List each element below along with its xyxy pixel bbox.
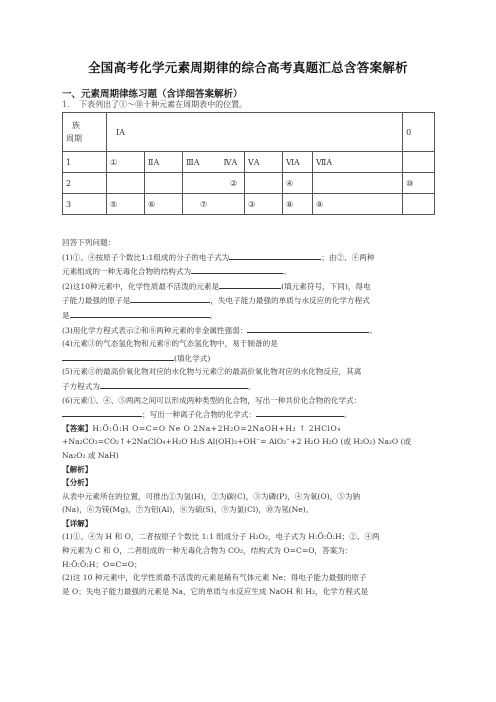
q1-text-3: 元素组成的一种无毒化合物的结构式为 bbox=[62, 267, 192, 277]
table-cell: ⑤ bbox=[107, 194, 145, 215]
q2-text: (2)这10种元素中，化学性质最不活泼的元素是 bbox=[62, 281, 220, 291]
q1-line bbox=[62, 250, 438, 265]
page-title: 全国高考化学元素周期律的综合高考真题汇总含答案解析 bbox=[87, 60, 408, 75]
cell-text: ② bbox=[230, 178, 238, 188]
header-group-cell bbox=[107, 113, 403, 152]
answer-blank bbox=[62, 407, 142, 417]
q1-text-2: ；由②、④两种 bbox=[321, 252, 375, 262]
answer-text: H:Ö:Ö:H O=C=O Ne O 2Na+2H₂O=2NaOH+H₂ ↑ 2HClO₄ bbox=[92, 423, 341, 433]
cell-text: ⅣA bbox=[223, 157, 238, 167]
table-cell: ⑩ bbox=[403, 173, 435, 194]
detail-line-3: H:Ö:Ö:H；O=C=O； bbox=[62, 559, 142, 569]
table-cell: ③ bbox=[245, 194, 283, 215]
table-row bbox=[63, 152, 435, 173]
answer-blank bbox=[247, 323, 369, 333]
breakdown-text: 从表中元素所在的位置，可推出①为氢(H)，②为碳(C)，③为磷(P)，④为氧(O)，⑤为钠 bbox=[62, 491, 361, 501]
table-cell bbox=[403, 152, 435, 173]
table-cell: ⅦA bbox=[313, 152, 403, 173]
q6-text: ；写出一种离子化合物的化学式： bbox=[142, 410, 256, 420]
question-line bbox=[62, 99, 247, 110]
breakdown-tag: 【分析】 bbox=[62, 478, 93, 488]
answer-blank bbox=[130, 293, 210, 303]
q6-line: (6)元素①、④、⑤两两之间可以形成两种类型的化合物，写出一种共价化合物的化学式： bbox=[62, 395, 362, 405]
q2-text-2: (填元素符号，下同)，得电 bbox=[281, 281, 371, 291]
question-number: 1． bbox=[62, 100, 76, 109]
table-cell: 1 bbox=[63, 152, 107, 173]
detail-tag: 【详解】 bbox=[62, 518, 93, 528]
table-cell bbox=[145, 173, 183, 194]
q6-line-2: ；写出一种离子化合物的化学式： 。 bbox=[62, 407, 438, 422]
q2-text-3: 子能力最强的原子是 bbox=[62, 296, 131, 306]
group-0-label: 0 bbox=[406, 127, 412, 137]
answer-line bbox=[62, 422, 438, 436]
cell-text: ⅢA bbox=[186, 157, 200, 167]
detail-line-5: 是 O；失电子能力最强的元素是 Na，它的单质与水反应生成 NaOH 和 H₂，化学方程式是 bbox=[62, 586, 369, 596]
header-corner-cell bbox=[63, 113, 107, 152]
question-text: 下表列出了①～⑩十种元素在周期表中的位置。 bbox=[79, 100, 248, 109]
q5-line-2: 子方程式为 。 bbox=[62, 379, 438, 394]
q5-line: (5)元素⑤的最高价氧化物对应的水化物与元素⑦的最高价氧化物对应的水化物反应，其离 bbox=[62, 367, 362, 377]
detail-line-4: (2)这 10 种元素中，化学性质最不活泼的元素是稀有气体元素 Ne；得电子能力最强的原子 bbox=[62, 573, 367, 583]
table-cell: ⑧ bbox=[283, 194, 313, 215]
table-cell: ⅡA bbox=[145, 152, 183, 173]
answer-blank bbox=[256, 407, 344, 417]
table-cell bbox=[313, 173, 403, 194]
group-label: 族 bbox=[72, 121, 80, 130]
question-body bbox=[62, 236, 438, 598]
analysis-tag: 【解析】 bbox=[62, 464, 93, 474]
answer-blank bbox=[100, 379, 248, 389]
q4-line bbox=[62, 337, 438, 351]
detail-line: (1)①、④为 H 和 O，二者按原子个数比 1:1 组成分子 H₂O₂，电子式为 H:Ö:Ö:H；②、④两 bbox=[62, 532, 380, 542]
periodic-table bbox=[62, 112, 435, 215]
table-cell: ⅤA bbox=[245, 152, 283, 173]
table-cell: 3 bbox=[63, 194, 107, 215]
answer-blank bbox=[62, 351, 174, 361]
table-header-row bbox=[63, 113, 435, 152]
table-row bbox=[63, 173, 435, 194]
section-heading: 一、元素周期律练习题（含详细答案解析） bbox=[62, 89, 243, 100]
answer-blank bbox=[229, 250, 321, 260]
table-cell: 2 bbox=[63, 173, 107, 194]
group-1a-label: ⅠA bbox=[116, 127, 125, 137]
table-row bbox=[63, 194, 435, 215]
table-cell: ⅥA bbox=[283, 152, 313, 173]
q1-line-2: 元素组成的一种无毒化合物的结构式为 。 bbox=[62, 264, 438, 279]
table-cell bbox=[245, 173, 283, 194]
table-cell bbox=[107, 173, 145, 194]
answer-tag: 【答案】 bbox=[62, 423, 93, 433]
table-cell: ④ bbox=[283, 173, 313, 194]
q4-text: (4)元素③的气态氢化物和元素⑧的气态氢化物中，易于制备的是 bbox=[62, 339, 278, 349]
header-group-0-cell bbox=[403, 113, 435, 152]
intro-line: 回答下列问题： bbox=[62, 238, 116, 247]
breakdown-text-2: (Na)，⑥为镁(Mg)，⑦为铝(Al)，⑧为硫(S)，⑨为氯(Cl)，⑩为氖(Ne)。 bbox=[62, 505, 314, 515]
answer-blank bbox=[191, 264, 283, 274]
q2-line-2 bbox=[62, 293, 438, 308]
detail-line-2: 种元素为 C 和 O，二者组成的一种无毒化合物为 CO₂，结构式为 O=C=O，答案为： bbox=[62, 546, 353, 556]
q4-line-2 bbox=[62, 351, 438, 366]
q1-text: (1)①、④按原子个数比1:1组成的分子的电子式为 bbox=[62, 252, 230, 262]
q2-text-5: 是 bbox=[62, 310, 70, 320]
q3-text: (3)用化学方程式表示②和⑧两种元素的非金属性强弱： bbox=[62, 325, 248, 335]
answer-blank bbox=[219, 279, 281, 289]
q2-line bbox=[62, 279, 438, 294]
table-cell: ⑥ bbox=[145, 194, 183, 215]
q5-text: 子方程式为 bbox=[62, 381, 100, 391]
table-cell bbox=[183, 152, 245, 173]
table-cell: ⑨ bbox=[313, 194, 403, 215]
answer-line-3: Na₂O₂ 或 NaH) bbox=[62, 450, 119, 460]
answer-blank bbox=[70, 308, 210, 318]
period-label: 周期 bbox=[66, 134, 82, 143]
q3-line: (3)用化学方程式表示②和⑧两种元素的非金属性强弱： 。 bbox=[62, 323, 438, 338]
table-cell bbox=[183, 173, 245, 194]
answer-line-2: +Na₂CO₃=CO₂↑+2NaClO₄+H₂O H₂S Al(OH)₃+OH⁻= AlO₂⁻+2 H₂O H₂O (或 H₂O₂) Na₂O (或 bbox=[62, 437, 412, 447]
table-cell: ① bbox=[107, 152, 145, 173]
table-cell bbox=[403, 194, 435, 215]
q2-line-3: 是 。 bbox=[62, 308, 438, 323]
cell-text: ⑦ bbox=[200, 199, 208, 209]
q4-text-2: (填化学式) bbox=[174, 353, 211, 363]
q2-text-4: ，失电子能力最强的单质与水反应的化学方程式 bbox=[210, 296, 370, 306]
table-cell bbox=[183, 194, 245, 215]
